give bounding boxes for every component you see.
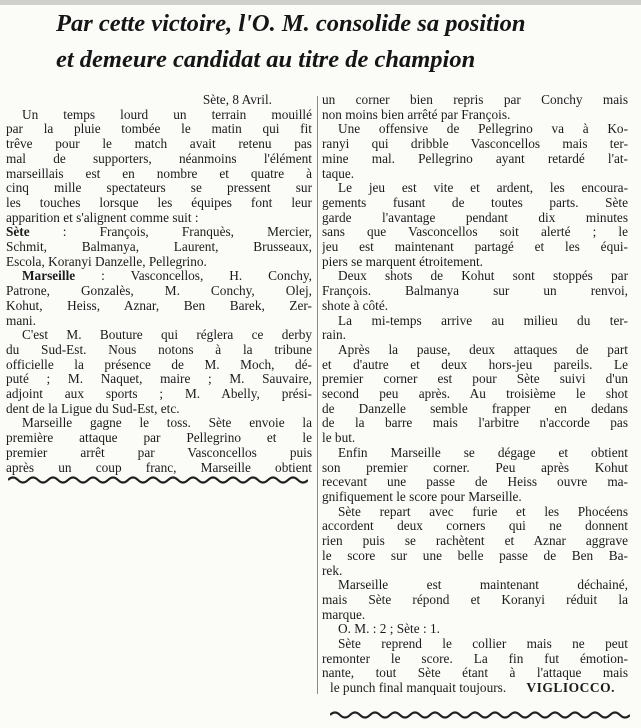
text-line: Le jeu est vite et ardent, les encoura-: [338, 181, 628, 196]
text-line: première attaque par Pellegrino et le: [6, 431, 312, 446]
text-line: et d'autre et deux hors-jeu pareils. Le: [322, 357, 628, 372]
text-line: second peu après. Au troisième le shot: [322, 387, 628, 402]
text-line: shote à côté.: [322, 298, 389, 313]
text-line: le score sur une belle passe de Ben Ba-: [322, 548, 628, 563]
text-line: Sète repart avec furie et les Phocéens: [338, 504, 628, 519]
text-line: un corner bien repris par Conchy mais: [322, 93, 628, 107]
text-line: Schmit, Balmanya, Laurent, Brusseaux,: [6, 240, 312, 255]
text-line: mine mal. Pellegrino ayant retardé l'at-: [322, 151, 628, 166]
text-line: sans que Vasconcellos soit alerté ; le: [322, 225, 628, 240]
text-line: C'est M. Bouture qui réglera ce derby: [22, 328, 312, 343]
headline-line-2: et demeure candidat au titre de champion: [56, 46, 476, 73]
text-line: premier corner est pour Sète suivi d'un: [322, 372, 628, 387]
text-line: remonter le score. La fin fut émotion-: [322, 651, 628, 666]
text-line: mani.: [6, 313, 36, 328]
text-line: du Sud-Est. Nous notons à la tribune: [6, 342, 312, 357]
text-line: Patrone, Gonzalès, M. Conchy, Olej,: [6, 284, 312, 299]
text-line: adjoint aux sports ; M. Abelly, prési-: [6, 387, 312, 402]
text-line: apparition et s'alignent comme suit :: [6, 210, 199, 225]
text-line: La mi-temps arrive au milieu du ter-: [338, 313, 628, 328]
text-line: premier arrêt par Vasconcellos puis: [6, 445, 312, 460]
text-line: marque.: [322, 607, 366, 622]
text-line: Marseille est maintenant déchainé,: [338, 578, 628, 593]
text-line: Escola, Koranyi Danzelle, Pellegrino.: [6, 254, 207, 269]
left-column: [6, 93, 312, 475]
column-divider: [317, 96, 318, 694]
lineup-sete: Sète : François, Franquès, Mercier,: [6, 225, 312, 240]
text-line: gements fusant de toutes parts. Sète: [322, 195, 628, 210]
text-line: après un coup franc, Marseille obtient: [6, 460, 312, 475]
text-line: rien puis se rachètent et Aznar aggrave: [322, 534, 628, 549]
text-line: de la barre mais l'arbitre n'accorde pas: [322, 416, 628, 431]
text-line: le punch final manquait toujours.: [330, 681, 507, 696]
text-line: taque.: [322, 166, 355, 181]
text-line: cinq mille spectateurs se pressent sur: [6, 181, 312, 196]
text-line: le but.: [322, 431, 356, 446]
text-line: mais Sète répond et Koranyi réduit la: [322, 592, 628, 607]
team-name: Sète: [6, 225, 30, 240]
score-line: O. M. : 2 ; Sète : 1.: [338, 622, 440, 637]
text-line: Deux shots de Kohut sont stoppés par: [338, 269, 628, 284]
text-line: recevant une passe de Heiss ouvre ma-: [322, 475, 628, 490]
article-end-wavy-rule: [330, 710, 630, 720]
text-line: Sète reprend le collier mais ne peut: [338, 637, 628, 652]
text-line: trêve pour le match avait retenu pas: [6, 137, 312, 152]
text-line: marseillais est en nombre et quatre à: [6, 166, 312, 181]
text-line: puté ; M. Naquet, maire ; M. Sauvaire,: [6, 372, 312, 387]
text-line: non moins bien arrêté par François.: [322, 107, 511, 122]
text-line: piers se marquent étroitement.: [322, 254, 483, 269]
text-line: Marseille gagne le toss. Sète envoie la: [22, 416, 312, 431]
text-line: Une offensive de Pellegrino va à Ko-: [338, 122, 628, 137]
text-line: garde l'avantage pendant dix minutes: [322, 210, 628, 225]
text-line: dent de la Ligue du Sud-Est, etc.: [6, 401, 180, 416]
text-line: Un temps lourd un terrain mouillé: [22, 107, 312, 122]
text-line: jeu est maintenant partagé et les équi-: [322, 240, 628, 255]
dateline: Sète, 8 Avril.: [202, 93, 272, 107]
headline-line-1: Par cette victoire, l'O. M. consolide sa position: [56, 10, 526, 37]
text-line: par la pluie tombée le matin qui fit: [6, 122, 312, 137]
article-headline: [56, 6, 636, 78]
text-line: accordent deux corners qui ne donnent: [322, 519, 628, 534]
right-column: [322, 93, 628, 696]
top-scan-border: [0, 0, 641, 5]
text-line: gnifiquement le score pour Marseille.: [322, 489, 522, 504]
text-line: officielle la présence de M. Moch, dé-: [6, 357, 312, 372]
text-line: mal de supporters, néanmoins l'élément: [6, 151, 312, 166]
text-line: Après la pause, deux attaques de part: [338, 342, 628, 357]
text-line: François. Balmanya sur un renvoi,: [322, 284, 628, 299]
text-line: de Danzelle semble frapper en dedans: [322, 401, 628, 416]
column-end-wavy-rule: [8, 475, 308, 485]
text-line: rek.: [322, 563, 343, 578]
lineup-marseille: Marseille : Vasconcellos, H. Conchy,: [22, 269, 312, 284]
text-line: rain.: [322, 328, 346, 343]
author-signature: VIGLIOCCO.: [526, 680, 615, 695]
text-line: son premier corner. Peu après Kohut: [322, 460, 628, 475]
text-line: ranyi qui dribble Vasconcellos mais ter-: [322, 137, 628, 152]
text-line: Kohut, Heiss, Aznar, Ben Barek, Zer-: [6, 298, 312, 313]
team-name: Marseille: [22, 269, 76, 284]
text-line: les touches lorsque les équipes font leur: [6, 195, 312, 210]
text-line: Enfin Marseille se dégage et obtient: [338, 445, 628, 460]
text-line: nante, tout Sète étant à l'attaque mais: [322, 666, 628, 681]
